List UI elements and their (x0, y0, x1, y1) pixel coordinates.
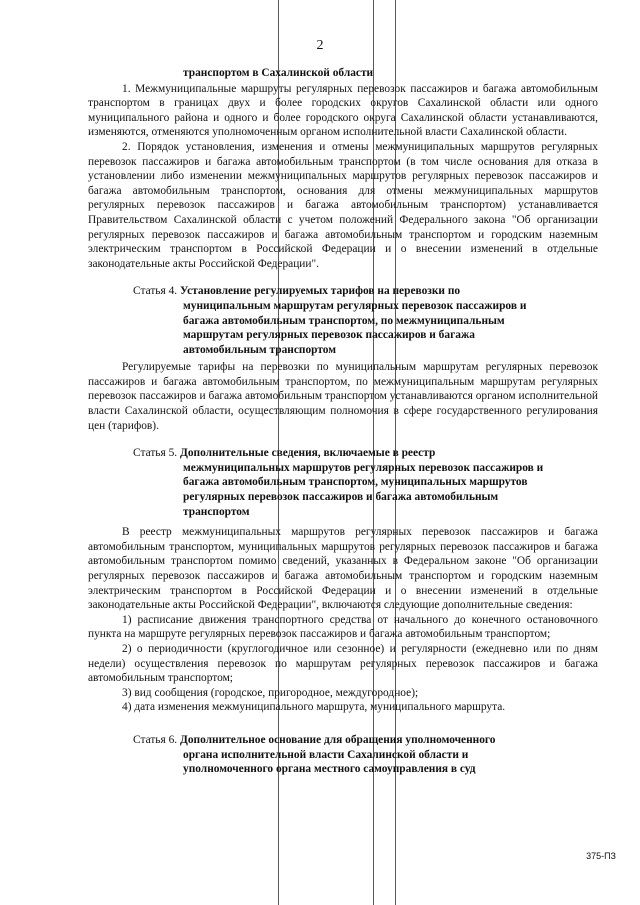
article-title-line: транспортом (183, 505, 250, 518)
article-title-line: Дополнительное основание для обращения уполномоченного (180, 733, 496, 746)
article-title-line: автомобильным транспортом (183, 343, 337, 356)
article-title-line: Дополнительные сведения, включаемые в реестр (180, 447, 436, 460)
article-number: Статья 6. (133, 733, 178, 746)
article-title-line: багажа автомобильным транспортом, муниципальных маршрутов (183, 476, 528, 489)
article-6-heading (88, 733, 598, 777)
article-title-line: уполномоченного органа местного самоуправления в суд (183, 763, 476, 776)
article-title-line: регулярных перевозок пассажиров и багажа автомобильным (183, 491, 499, 504)
paragraph: 2. Порядок установления, изменения и отмены межмуниципальных маршрутов регулярных перевозок пассажиров и багажа автомобильным транспортом (в том числе основания для отказа в установлении либо изменении межмуниципальных маршрутов регулярных перевозок пассажиров и багажа автомобильным транспортом, основания для отмены межмуниципальных маршрутов регулярных перевозок пассажиров и багажа автомобильным транспортом) устанавливается Правительством Сахалинской области с учетом положений Федерального закона "Об организации регулярных перевозок пассажиров и багажа автомобильным транспортом и городским наземным электрическим транспортом в Российской Федерации и о внесении изменений в отдельные законодательные акты Российской Федерации". (88, 140, 598, 270)
list-item: 3) вид сообщения (городское, пригородное, междугородное); (122, 686, 419, 699)
article-4-heading (88, 284, 598, 357)
paragraph: 1. Межмуниципальные маршруты регулярных перевозок пассажиров и багажа автомобильным транспортом в границах двух и более городских округов Сахалинской области или одного муниципального района и одного и более городского округа Сахалинской области устанавливаются, изменяются, отменяются уполномоченным органом исполнительной власти Сахалинской области. (88, 82, 598, 139)
article-number: Статья 5. (133, 447, 178, 460)
list-item: 4) дата изменения межмуниципального маршрута, муниципального маршрута. (122, 701, 506, 714)
paragraph: Регулируемые тарифы на перевозки по муниципальным маршрутам регулярных перевозок пассажиров и багажа автомобильным транспортом, по межмуниципальным маршрутам регулярных перевозок пассажиров и багажа автомобильным транспортом устанавливаются органом исполнительной власти Сахалинской области, осуществляющим полномочия в сфере государственного регулирования цен (тарифов). (88, 361, 598, 432)
document-body (88, 66, 598, 780)
paragraph: В реестр межмуниципальных маршрутов регулярных перевозок пассажиров и багажа автомобильным транспортом, муниципальных маршрутов регулярных перевозок пассажиров и багажа автомобильным транспортом помимо сведений, указанных в Федеральном законе "Об организации регулярных перевозок пассажиров и багажа автомобильным транспортом и городским наземным электрическим транспортом в Российской Федерации и о внесении изменений в отдельные законодательные акты Российской Федерации", включаются следующие дополнительные сведения: (88, 526, 598, 612)
page-number: 2 (316, 38, 324, 53)
article-title-line: Установление регулируемых тарифов на перевозки по (180, 285, 461, 298)
list-item: 2) о периодичности (круглогодичное или сезонное) и регулярности (ежедневно или по дням недели) осуществления перевозок по маршрутам регулярных перевозок пассажиров и багажа автомобильным транспортом; (88, 642, 598, 685)
article-title-line: муниципальным маршрутам регулярных перевозок пассажиров и (183, 299, 527, 312)
heading-continuation: транспортом в Сахалинской области (183, 67, 374, 79)
list-item: 1) расписание движения транспортного средства от начального до конечного остановочного пункта на маршруте регулярных перевозок пассажиров и багажа автомобильным транспортом; (88, 613, 598, 641)
article-number: Статья 4. (133, 285, 178, 298)
article-title-line: межмуниципальных маршрутов регулярных перевозок пассажиров и (183, 461, 544, 474)
document-code: 375-ПЗ (586, 851, 616, 861)
article-title-line: органа исполнительной власти Сахалинской области и (183, 748, 469, 761)
article-title-line: багажа автомобильным транспортом, по межмуниципальным (183, 314, 505, 327)
article-title-line: маршрутам регулярных перевозок пассажиров и багажа (183, 329, 475, 342)
article-5-heading (88, 446, 598, 519)
